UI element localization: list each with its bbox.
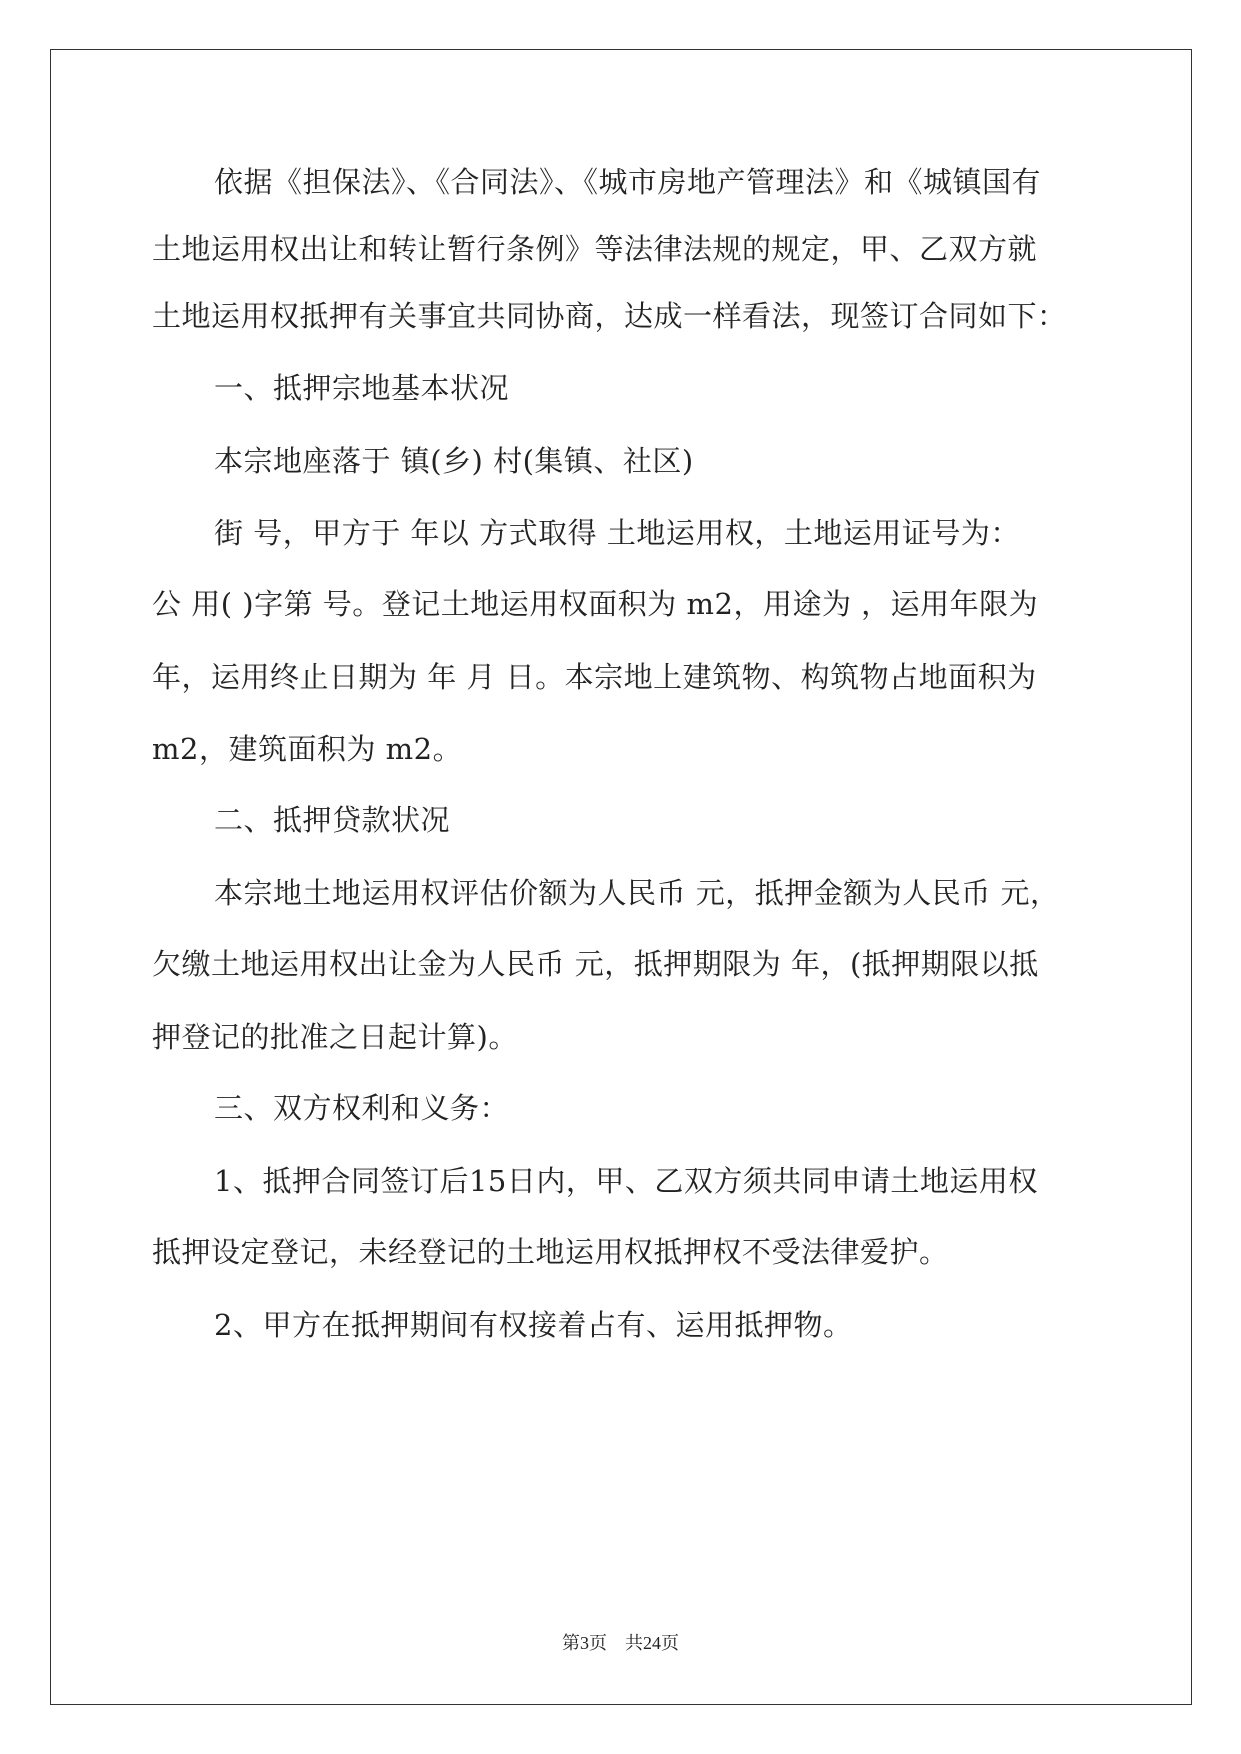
paragraph-line: 土地运用权抵押有关事宜共同协商，达成一样看法，现签订合同如下：: [152, 299, 1067, 333]
paragraph-line: m2，建筑面积为 m2。: [152, 732, 463, 766]
page-number-footer: 第3页 共24页: [562, 1633, 679, 1653]
paragraph-line: 本宗地座落于 镇(乡) 村(集镇、社区): [214, 444, 694, 478]
paragraph-line: 押登记的批准之日起计算)。: [152, 1020, 518, 1054]
paragraph-line: 2、甲方在抵押期间有权接着占有、运用抵押物。: [214, 1308, 853, 1342]
paragraph-line: 土地运用权出让和转让暂行条例》等法律法规的规定，甲、乙双方就: [152, 232, 1038, 266]
paragraph-line: 本宗地土地运用权评估价额为人民币 元，抵押金额为人民币 元，: [214, 876, 1060, 910]
paragraph-line: 街 号，甲方于 年以 方式取得 土地运用权，土地运用证号为：: [214, 516, 1020, 550]
paragraph-line: 1、抵押合同签订后15日内，甲、乙双方须共同申请土地运用权: [214, 1164, 1038, 1198]
paragraph-line: 年，运用终止日期为 年 月 日。本宗地上建筑物、构筑物占地面积为: [152, 660, 1037, 694]
section-heading: 一、抵押宗地基本状况: [214, 371, 510, 405]
paragraph-line: 欠缴土地运用权出让金为人民币 元，抵押期限为 年，(抵押期限以抵: [152, 947, 1039, 981]
paragraph-line: 依据《担保法》、《合同法》、《城市房地产管理法》和《城镇国有: [214, 165, 1042, 199]
paragraph-line: 公 用( )字第 号。登记土地运用权面积为 m2，用途为 ，运用年限为: [152, 587, 1039, 621]
section-heading: 二、抵押贷款状况: [214, 803, 451, 837]
section-heading: 三、双方权利和义务：: [214, 1091, 510, 1125]
paragraph-line: 抵押设定登记，未经登记的土地运用权抵押权不受法律爱护。: [152, 1235, 949, 1269]
